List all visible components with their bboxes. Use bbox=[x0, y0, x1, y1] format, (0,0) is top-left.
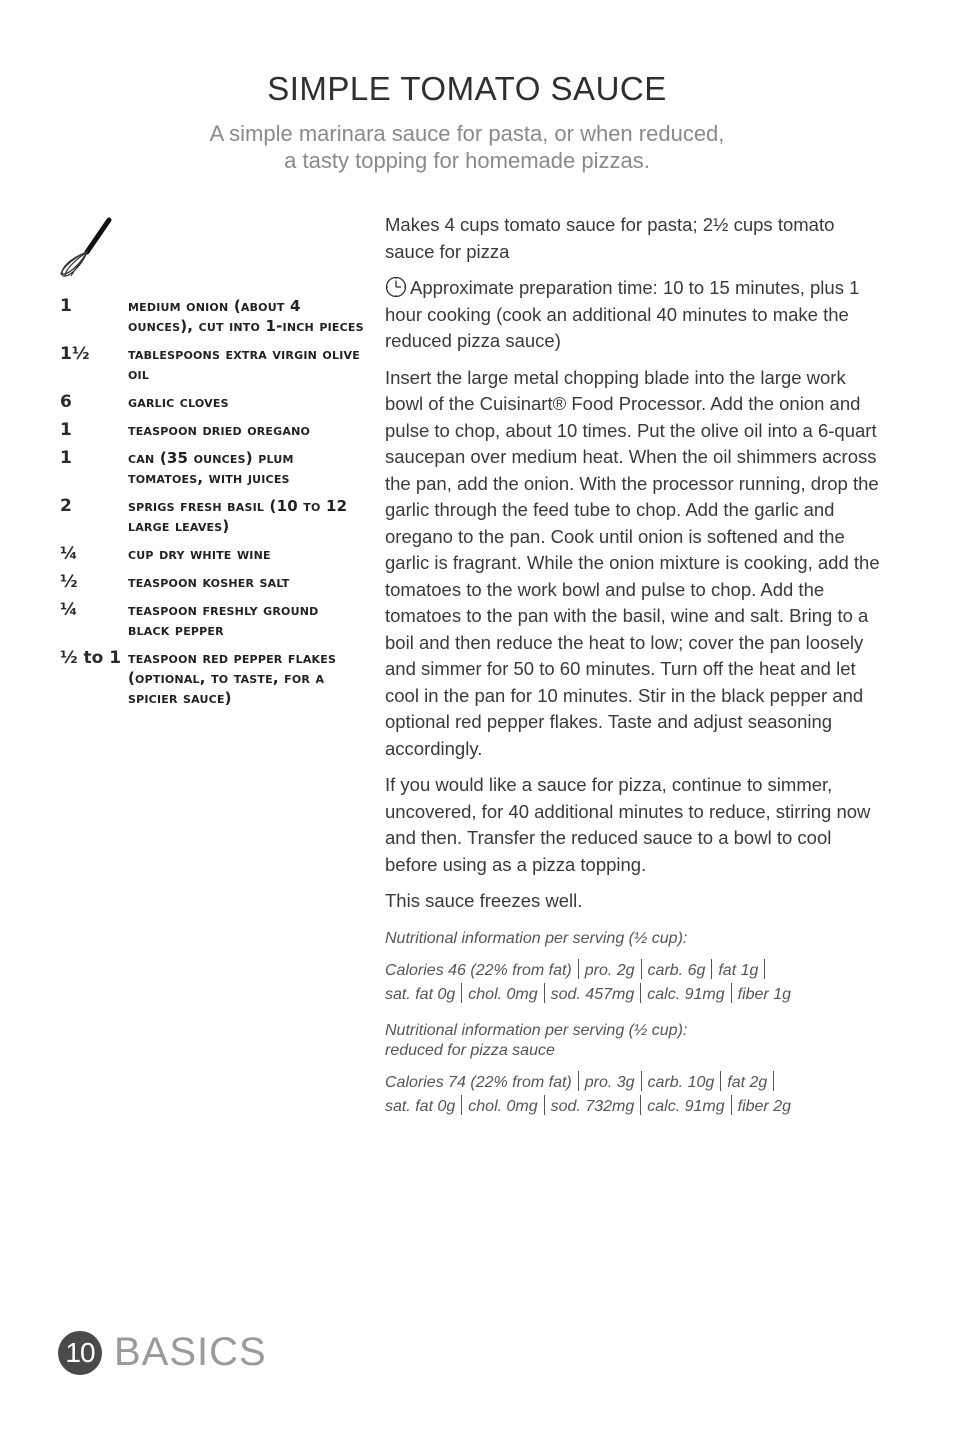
nutrition-values-line bbox=[385, 1071, 880, 1095]
ingredient-description: sprigs fresh basil (10 to 12 large leaves) bbox=[128, 497, 348, 535]
ingredient-item bbox=[60, 296, 365, 336]
separator bbox=[641, 959, 642, 979]
nutrition-values-line bbox=[385, 959, 880, 983]
ingredient-list bbox=[60, 296, 365, 716]
separator bbox=[764, 959, 765, 979]
nutrition-value: chol. 0mg bbox=[468, 985, 538, 1003]
separator bbox=[578, 1071, 579, 1091]
nutrition-section bbox=[385, 929, 880, 1119]
prep-time-text: Approximate preparation time: 10 to 15 minutes, plus 1 hour cooking (cook an additional 40 minutes to make the reduced pizza sauce) bbox=[385, 277, 860, 351]
recipe-title: SIMPLE TOMATO SAUCE bbox=[267, 70, 667, 107]
separator bbox=[544, 1095, 545, 1115]
ingredient-description: can (35 ounces) plum tomatoes, with juices bbox=[128, 449, 294, 487]
ingredient-quantity: 1½ bbox=[60, 344, 90, 364]
nutrition-value: chol. 0mg bbox=[468, 1097, 538, 1115]
nutrition-value: Calories 46 (22% from fat) bbox=[385, 961, 572, 979]
nutrition-heading-line: Nutritional information per serving (½ cup): bbox=[385, 1021, 688, 1039]
nutrition-heading-line: Nutritional information per serving (½ cup): bbox=[385, 929, 688, 947]
separator bbox=[720, 1071, 721, 1091]
ingredient-quantity: ½ bbox=[60, 572, 78, 592]
nutrition-block bbox=[385, 1021, 880, 1119]
ingredient-quantity: 1 bbox=[60, 448, 72, 468]
nutrition-value: fiber 2g bbox=[737, 1097, 791, 1115]
ingredient-item bbox=[60, 600, 365, 640]
nutrition-value: Calories 74 (22% from fat) bbox=[385, 1073, 572, 1091]
ingredient-quantity: 6 bbox=[60, 392, 72, 412]
ingredient-item bbox=[60, 496, 365, 536]
nutrition-value: calc. 91mg bbox=[647, 1097, 725, 1115]
ingredient-item bbox=[60, 344, 365, 384]
ingredient-quantity: 1 bbox=[60, 420, 72, 440]
page-number: 10 bbox=[58, 1331, 102, 1375]
ingredient-quantity: ¼ bbox=[60, 544, 78, 564]
nutrition-value: fat 2g bbox=[727, 1073, 768, 1091]
page-footer bbox=[58, 1330, 267, 1375]
ingredient-quantity: 1 bbox=[60, 296, 72, 316]
nutrition-block bbox=[385, 929, 880, 1007]
separator bbox=[731, 1095, 732, 1115]
nutrition-heading bbox=[385, 929, 880, 949]
ingredient-description: teaspoon kosher salt bbox=[128, 573, 290, 591]
instruction-paragraph: This sauce freezes well. bbox=[385, 890, 583, 911]
ingredient-description: teaspoon freshly ground black pepper bbox=[128, 601, 319, 639]
nutrition-value: carb. 10g bbox=[647, 1073, 715, 1091]
nutrition-value: sat. fat 0g bbox=[385, 985, 456, 1003]
recipe-subtitle bbox=[0, 120, 934, 174]
nutrition-value: fiber 1g bbox=[737, 985, 791, 1003]
nutrition-value: carb. 6g bbox=[647, 961, 706, 979]
nutrition-value: sat. fat 0g bbox=[385, 1097, 456, 1115]
separator bbox=[578, 959, 579, 979]
nutrition-values-line bbox=[385, 983, 880, 1007]
ingredient-quantity: ½ to 1 bbox=[60, 648, 122, 668]
ingredient-description: teaspoon dried oregano bbox=[128, 421, 311, 439]
separator bbox=[640, 1095, 641, 1115]
ingredient-quantity: 2 bbox=[60, 496, 72, 516]
ingredient-item bbox=[60, 448, 365, 488]
nutrition-value: fat 1g bbox=[718, 961, 759, 979]
instruction-paragraph: Insert the large metal chopping blade into the large work bowl of the Cuisinart® Food Processor. Add the onion and pulse to chop, about 10 times. Put the olive oil into a 6-quart saucepan over medium heat. When the oil shimmers across the pan, add the onion. With the processor running, drop the garlic through the feed tube to chop. Add the garlic and oregano to the pan. Cook until onion is softened and the garlic is fragrant. While the onion mixture is cooking, add the tomatoes to the work bowl and pulse to chop. Add the tomatoes to the pan with the basil, wine and salt. Bring to a boil and then reduce the heat to low; cover the pan loosely and simmer for 50 to 60 minutes. Turn off the heat and let cool in the pan for 10 minutes. Stir in the black pepper and optional red pepper flakes. Taste and adjust seasoning accordingly. bbox=[385, 366, 880, 759]
nutrition-heading bbox=[385, 1021, 880, 1061]
nutrition-value: pro. 2g bbox=[584, 961, 635, 979]
separator bbox=[731, 983, 732, 1003]
subtitle-line: A simple marinara sauce for pasta, or when reduced, bbox=[209, 121, 725, 146]
ingredient-description: cup dry white wine bbox=[128, 545, 271, 563]
nutrition-heading-line: reduced for pizza sauce bbox=[385, 1041, 555, 1059]
section-label: BASICS bbox=[114, 1330, 267, 1374]
separator bbox=[641, 1071, 642, 1091]
separator bbox=[640, 983, 641, 1003]
nutrition-value: pro. 3g bbox=[584, 1073, 635, 1091]
separator bbox=[461, 1095, 462, 1115]
nutrition-values-line bbox=[385, 1095, 880, 1119]
ingredient-description: medium onion (about 4 ounces), cut into 1-inch pieces bbox=[128, 297, 364, 335]
separator bbox=[711, 959, 712, 979]
subtitle-line: a tasty topping for homemade pizzas. bbox=[284, 148, 650, 173]
ingredient-quantity: ¼ bbox=[60, 600, 78, 620]
ingredient-item bbox=[60, 544, 365, 564]
nutrition-value: calc. 91mg bbox=[647, 985, 725, 1003]
ingredient-item bbox=[60, 572, 365, 592]
nutrition-value: sod. 457mg bbox=[550, 985, 635, 1003]
ingredient-item bbox=[60, 648, 365, 708]
instruction-paragraph: If you would like a sauce for pizza, continue to simmer, uncovered, for 40 additional minutes to reduce, stirring now and then. Transfer the reduced sauce to a bowl to cool before using as a pizza topping. bbox=[385, 774, 871, 875]
ingredient-description: tablespoons extra virgin olive oil bbox=[128, 345, 360, 383]
yield-text: Makes 4 cups tomato sauce for pasta; 2½ cups tomato sauce for pizza bbox=[385, 214, 835, 262]
recipe-body bbox=[385, 212, 880, 1119]
whisk-icon bbox=[57, 216, 113, 278]
nutrition-value: sod. 732mg bbox=[550, 1097, 635, 1115]
ingredient-item bbox=[60, 392, 365, 412]
separator bbox=[773, 1071, 774, 1091]
separator bbox=[461, 983, 462, 1003]
prep-time bbox=[385, 275, 880, 355]
separator bbox=[544, 983, 545, 1003]
ingredient-description: garlic cloves bbox=[128, 393, 229, 411]
clock-icon bbox=[385, 276, 407, 298]
ingredient-item bbox=[60, 420, 365, 440]
ingredient-description: teaspoon red pepper flakes (optional, to taste, for a spicier sauce) bbox=[128, 649, 337, 707]
